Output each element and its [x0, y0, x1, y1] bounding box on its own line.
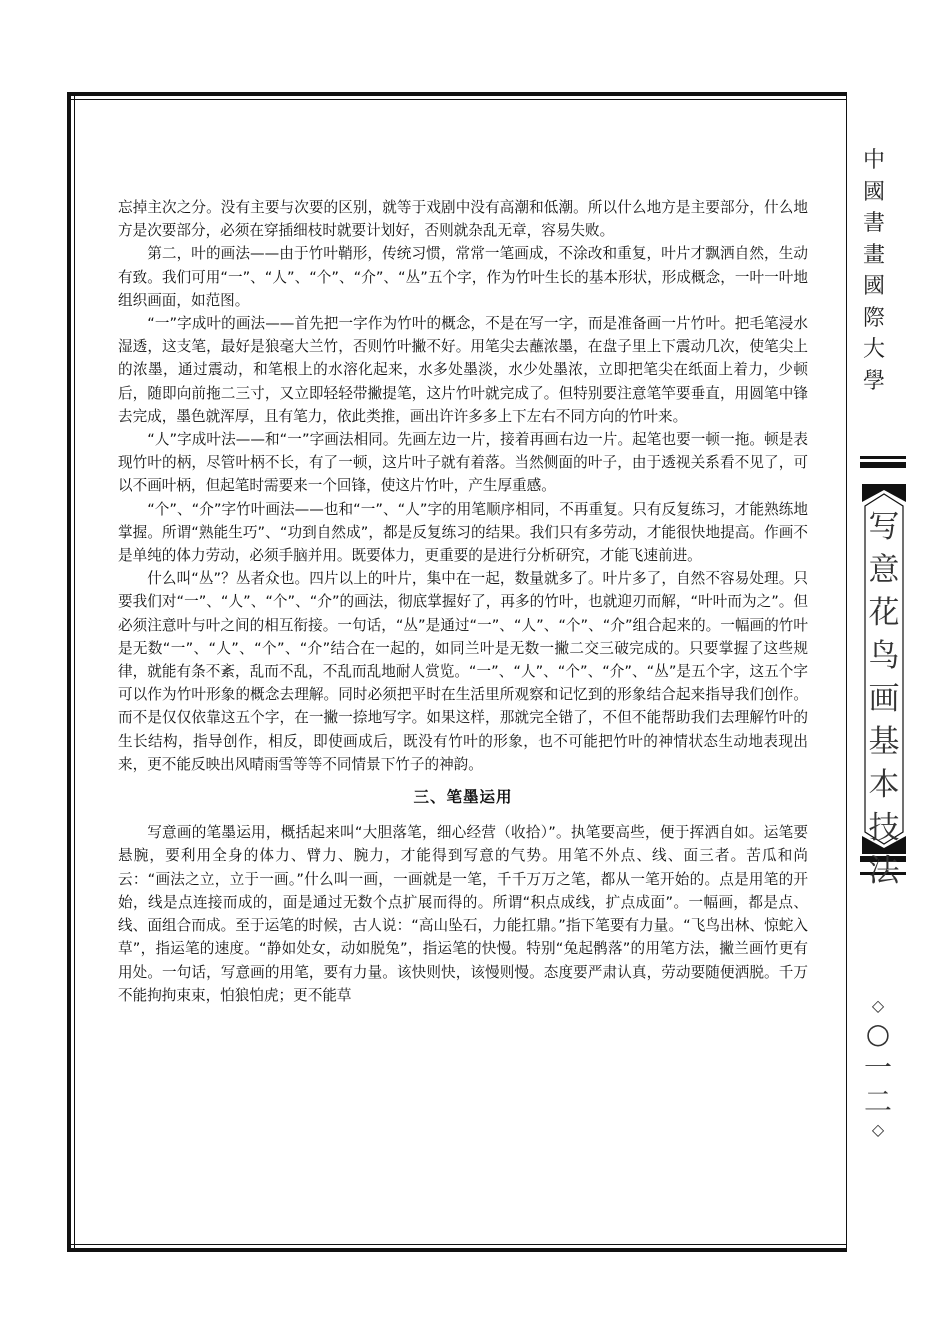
university-char: 學 — [862, 368, 885, 394]
university-char: 國 — [862, 274, 885, 299]
title-char: 写 — [868, 509, 900, 545]
diamond-icon: ◇ — [871, 996, 885, 1015]
main-text — [118, 196, 808, 1007]
university-char: 大 — [862, 337, 885, 362]
side-panel-divider — [846, 92, 847, 1252]
frame-left-border — [67, 92, 71, 1252]
section-heading: 三、笔墨运用 — [413, 788, 513, 807]
frame-left-inner-border — [74, 92, 75, 1252]
university-char: 國 — [862, 179, 885, 205]
page-number-char: ○ — [865, 1017, 891, 1050]
page-number — [856, 995, 900, 1141]
university-char: 書 — [862, 211, 885, 236]
paragraph: “一”字成叶的画法——首先把一字作为竹叶的概念，不是在写一字，而是准备画一片竹叶。把毛笔浸水湿透，这支笔，最好是狼毫大兰竹，否则竹叶撇不好。用笔尖去蘸浓墨，在盘子里上下震动几次，使笔尖上的浓墨，通过震动，和笔根上的水溶化起来，水多处墨淡，水少处墨浓，立即把笔尖在纸面上着力，少顿后，随即向前拖二三寸，又立即轻轻带撇提笔，这片竹叶就完成了。但特别要注意笔竿要垂直，用圆笔中锋去完成，墨色就浑厚，且有笔力，依此类推，画出许许多多上下左右不同方向的竹叶来。 — [118, 315, 808, 425]
paragraph: 什么叫“丛”？丛者众也。四片以上的叶片，集中在一起，数量就多了。叶片多了，自然不容易处理。只要我们对“一”、“人”、“个”、“介”的画法，彻底掌握好了，再多的竹叶，也就迎刃而解，“叶叶而为之”。但必须注意叶与叶之间的相互衔接。一句话，“丛”是通过“一”、“人”、“个”、“介”组合起来的。一幅画的竹叶是无数“一”、“人”、“个”、“介”结合在一起的，如同兰叶是无数一撇二交三破完成的。只要掌握了这些规律，就能有条不紊，乱而不乱，不乱而乱地耐人赏览。“一”、“人”、“个”、“介”、“丛”是五个字，这五个字可以作为竹叶形象的概念去理解。同时必须把平时在生活里所观察和记忆到的形象结合起来指导我们创作。而不是仅仅依靠这五个字，在一撇一捺地写字。如果这样，那就完全错了，不但不能帮助我们去理解竹叶的生长结构，指导创作，相反，即使画成后，既没有竹叶的形象，也不可能把竹叶的神情状态生动地表现出来，更不能反映出风晴雨雪等等不同情景下竹子的神韵。 — [118, 570, 808, 773]
title-char: 意 — [868, 552, 900, 588]
title-char: 画 — [868, 681, 900, 717]
title-char: 花 — [868, 595, 900, 631]
title-char: 技 — [868, 810, 900, 846]
title-rule — [860, 462, 906, 468]
diamond-icon: ◇ — [871, 1120, 885, 1139]
title-char: 法 — [868, 853, 900, 889]
title-rule — [860, 456, 906, 459]
university-name — [858, 145, 890, 397]
university-char: 際 — [862, 305, 885, 331]
paragraph: “人”字成叶法——和“一”字画法相同。先画左边一片，接着再画右边一片。起笔也要一顿一拖。顿是表现竹叶的柄，尽管叶柄不长，有了一顿，这片叶子就有着落。当然侧面的叶子，由于透视关系看不见了，可以不画叶柄，但起笔时需要来一个回锋，使这片竹叶，产生厚重感。 — [118, 431, 808, 495]
paragraph: 第二，叶的画法——由于竹叶鞘形，传统习惯，常常一笔画成，不涂改和重复，叶片才飘洒自然，生动有致。我们可用“一”、“人”、“个”、“介”、“丛”五个字，作为竹叶生长的基本形状，形成概念，一叶一叶地组织画面，如范图。 — [118, 245, 808, 309]
frame-top-inner-border — [67, 99, 847, 100]
paragraph: 写意画的笔墨运用，概括起来叫“大胆落笔，细心经营（收拾）”。执笔要高些，便于挥洒自如。运笔要悬腕，要利用全身的体力、臂力、腕力，才能得到写意的气势。用笔不外点、线、面三者。苦瓜和尚云：“画法之立，立于一画。”什么叫一画，一画就是一笔，千千万万之笔，都从一笔开始的。点是用笔的开始，线是点连接而成的，面是通过无数个点扩展而得的。所谓“积点成线，扩点成面”。一幅画，都是点、线、面组合而成。至于运笔的时候，古人说：“高山坠石，力能扛鼎。”指下笔要有力量。“飞鸟出林、惊蛇入草”，指运笔的速度。“静如处女，动如脱兔”，指运笔的快慢。特别“兔起鹘落”的用笔方法，撇兰画竹更有用处。一句话，写意画的用笔，要有力量。该快则快，该慢则慢。态度要严肃认真，劳动要随便洒脱。千万不能拘拘束束，怕狼怕虎；更不能草 — [118, 824, 808, 1004]
frame-bottom-inner-border — [67, 1244, 847, 1245]
page-number-char: 二 — [863, 1085, 892, 1118]
title-char: 本 — [868, 767, 900, 803]
university-char: 畫 — [862, 242, 885, 268]
university-char: 中 — [862, 148, 885, 173]
paragraph: “个”、“介”字竹叶画法——也和“一”、“人”字的用笔顺序相同，不再重复。只有反复练习，才能熟练地掌握。所谓“熟能生巧”、“功到自然成”，都是反复练习的结果。我们只有多劳动，才能很快地提高。作画不是单纯的体力劳动，必须手脑并用。既要体力，更重要的是进行分析研究，才能飞速前进。 — [118, 500, 808, 565]
book-title — [862, 506, 906, 893]
frame-bottom-border — [67, 1248, 847, 1252]
title-char: 鸟 — [868, 638, 900, 674]
title-char: 基 — [868, 724, 900, 760]
page-number-char: 一 — [863, 1051, 892, 1084]
frame-top-border — [67, 92, 847, 96]
paragraph: 忘掉主次之分。没有主要与次要的区别，就等于戏剧中没有高潮和低潮。所以什么地方是主要部分，什么地方是次要部分，必须在穿插细枝时就要计划好，否则就杂乱无章，容易失败。 — [118, 199, 808, 240]
